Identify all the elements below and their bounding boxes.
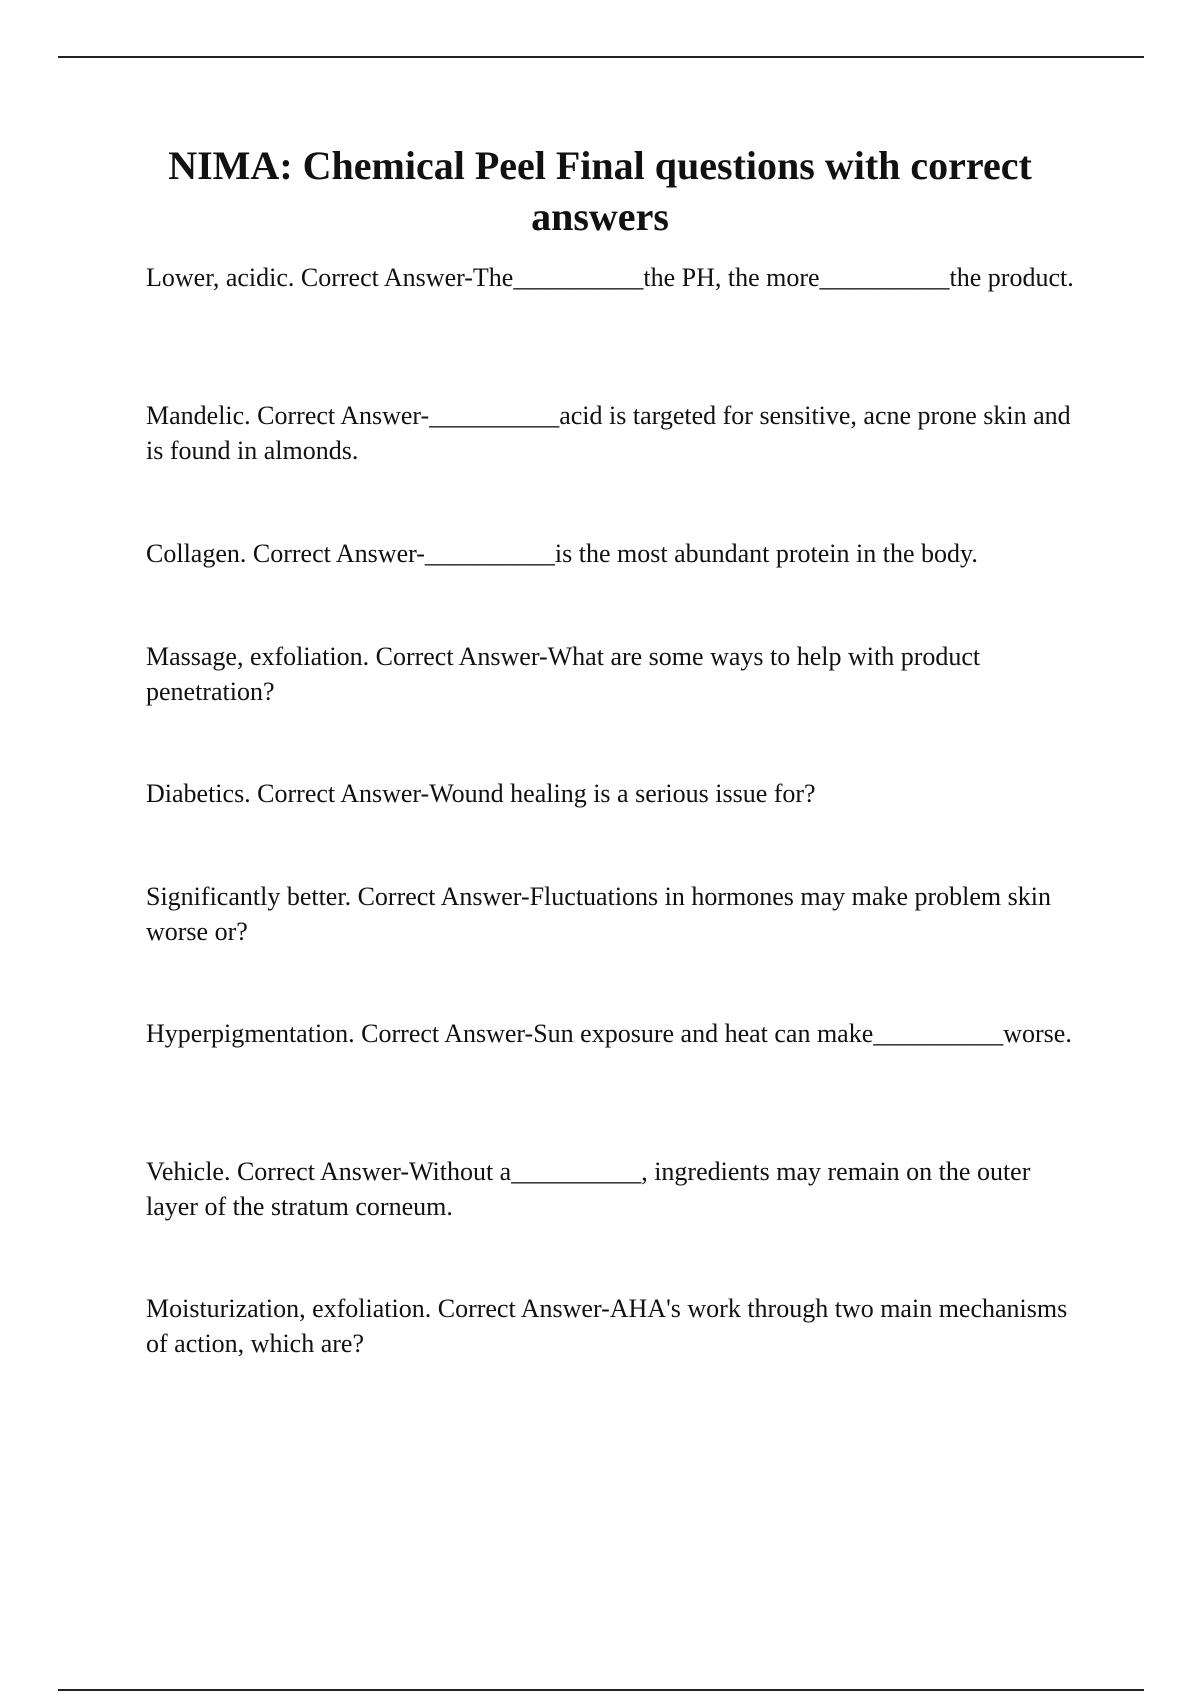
bottom-divider xyxy=(58,1689,1144,1691)
qa-item: Collagen. Correct Answer-__________is the most abundant protein in the body. xyxy=(146,539,978,568)
qa-item: Vehicle. Correct Answer-Without a__________, ingredients may remain on the outer layer of the stratum corneum. xyxy=(146,1157,1031,1221)
page-title: NIMA: Chemical Peel Final questions with correct answers xyxy=(168,143,1032,239)
top-divider xyxy=(58,56,1144,58)
qa-item: Mandelic. Correct Answer-__________acid is targeted for sensitive, acne prone skin and is found in almonds. xyxy=(146,401,1071,465)
qa-item: Significantly better. Correct Answer-Fluctuations in hormones may make problem skin worse or? xyxy=(146,882,1051,946)
qa-item: Diabetics. Correct Answer-Wound healing is a serious issue for? xyxy=(146,779,816,808)
qa-item: Lower, acidic. Correct Answer-The__________the PH, the more__________the product. xyxy=(146,263,1074,292)
qa-item: Hyperpigmentation. Correct Answer-Sun exposure and heat can make__________worse. xyxy=(146,1019,1072,1048)
qa-item: Moisturization, exfoliation. Correct Answer-AHA's work through two main mechanisms of action, which are? xyxy=(146,1294,1068,1358)
qa-item: Massage, exfoliation. Correct Answer-What are some ways to help with product penetration? xyxy=(146,642,981,706)
